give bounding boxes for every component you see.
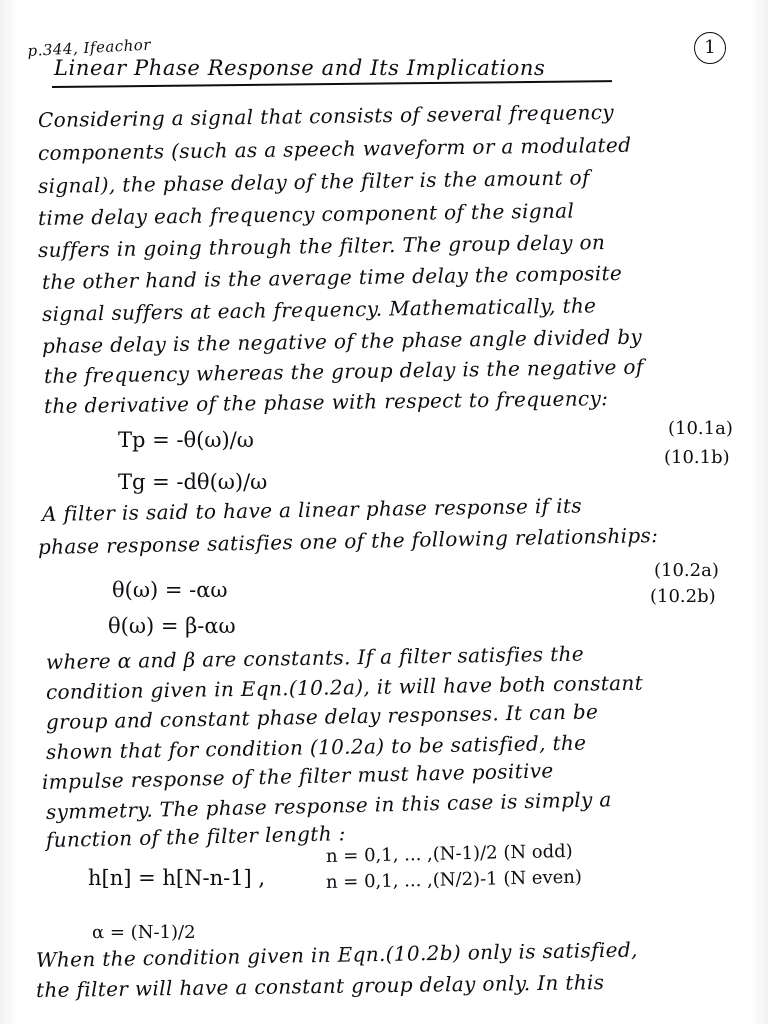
text-line: shown that for condition (10.2a) to be satisfied, the <box>45 730 587 764</box>
equation-group-delay: Tg = -dθ(ω)/ω <box>118 470 268 494</box>
text-line: Considering a signal that consists of several frequency <box>37 99 615 132</box>
text-line: signal), the phase delay of the filter is the amount of <box>37 165 590 198</box>
text-line: symmetry. The phase response in this case is simply a <box>45 787 612 824</box>
text-line: condition given in Eqn.(10.2a), it will have both constant <box>45 670 644 704</box>
text-line: the derivative of the phase with respect to frequency: <box>43 386 609 418</box>
equation-label: (10.2b) <box>650 586 716 607</box>
text-line: components (such as a speech waveform or a modulated <box>37 132 632 165</box>
page-right-edge <box>750 0 768 1024</box>
index-range-odd: n = 0,1, ... ,(N-1)/2 (N odd) <box>325 840 573 867</box>
text-line: the other hand is the average time delay the composite <box>41 260 623 294</box>
text-line: suffers in going through the filter. The group delay on <box>37 230 606 262</box>
text-line: time delay each frequency component of the signal <box>37 198 575 230</box>
page-left-edge <box>0 0 18 1024</box>
text-line: signal suffers at each frequency. Mathematically, the <box>41 293 597 326</box>
text-line: phase response satisfies one of the following relationships: <box>37 523 659 559</box>
text-line: phase delay is the negative of the phase angle divided by <box>41 324 643 358</box>
equation-label: (10.1b) <box>664 447 730 468</box>
equation-linear-phase-b: θ(ω) = β-αω <box>108 614 236 638</box>
text-line: function of the filter length : <box>45 821 346 852</box>
title-underline <box>52 80 612 87</box>
equation-phase-delay: Tp = -θ(ω)/ω <box>118 428 254 452</box>
equation-linear-phase-a: θ(ω) = -αω <box>112 578 228 602</box>
text-line: the frequency whereas the group delay is the negative of <box>43 354 644 388</box>
page-title: Linear Phase Response and Its Implications <box>54 56 546 80</box>
equation-symmetry: h[n] = h[N-n-1] , <box>88 866 266 890</box>
text-line: A filter is said to have a linear phase response if its <box>41 493 583 526</box>
text-line: impulse response of the filter must have positive <box>41 758 554 794</box>
text-line: When the condition given in Eqn.(10.2b) only is satisfied, <box>35 937 638 972</box>
index-range-even: n = 0,1, ... ,(N/2)-1 (N even) <box>325 866 583 893</box>
equation-label: (10.2a) <box>654 560 719 581</box>
page-number: 1 <box>694 32 726 64</box>
text-line: the filter will have a constant group delay only. In this <box>35 970 605 1002</box>
source-reference: p.344, Ifeachor <box>27 35 152 60</box>
text-line: group and constant phase delay responses. It can be <box>45 699 599 734</box>
equation-alpha: α = (N-1)/2 <box>92 922 196 943</box>
equation-label: (10.1a) <box>668 418 733 439</box>
text-line: where α and β are constants. If a filter satisfies the <box>45 641 585 674</box>
